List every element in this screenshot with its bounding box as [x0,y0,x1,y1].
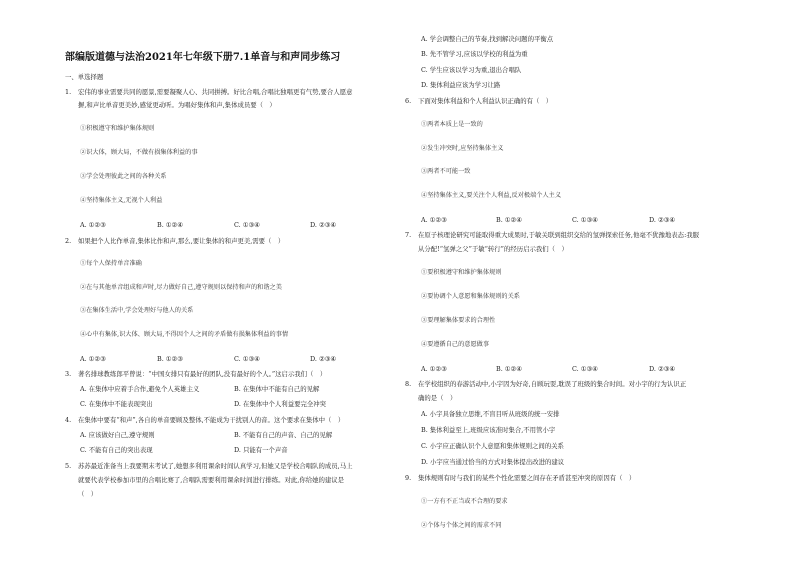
question-text-line: 确的是（ ） [418,394,457,402]
statement-item: ①两者本质上是一致的 [421,121,483,128]
option-a: A. 在集体中应着手合作,避免个人英雄主义 [80,385,200,393]
option-d: D. 小宇应当通过恰当的方式对集体提出改进的建议 [421,458,565,466]
question-1 [65,88,353,96]
question-number: 6. [405,97,412,105]
right-column [397,0,794,562]
question-number: 7. [405,231,412,239]
statement-item: ④心中有集体,识大体、顾大局,不得因个人之间的矛盾做有损集体利益的事情 [80,331,289,338]
option-d: D. ②③④ [310,355,337,363]
statement-item: ③要理解集体要求的合理性 [421,317,496,324]
question-text: 著名排球教练郎平曾说：“中国女排只有最好的团队,没有最好的个人。”这启示我们（ ） [78,370,327,378]
option-a: A. ①②③ [421,365,447,373]
question-text-line: （ ） [78,490,98,498]
question-4 [65,416,344,424]
option-c: C. 在集体中不能表现突出 [80,400,153,408]
option-c: C. ①③④ [572,216,598,224]
question-number: 9. [405,474,412,482]
option-d: D. 在集体中个人利益要完全冲突 [234,400,327,408]
statement-item: ②在与其他单音组成和声时,尽力做好自己,遵守规则以保持和声的和谐之美 [80,284,282,291]
section-heading: 一、单选择题 [65,73,104,81]
question-2 [65,237,284,245]
option-a: A. ①②③ [421,216,447,224]
document-title: 部编版道德与法治2021年七年级下册7.1单音与和声同步练习 [65,52,341,63]
statement-item: ②发生冲突时,应坚持集体主义 [421,145,504,152]
question-number: 1. [65,88,72,96]
question-text: 在原子核理论研究可能取得重大成果时,于敏关联到组织交给的氢弹探索任务,他毫不犹豫地表态:我服 [418,231,700,239]
option-b: B. 不能有自己的声音、自己的见解 [234,431,333,439]
option-c: C. ①③④ [234,355,260,363]
question-5 [65,462,353,470]
question-number: 2. [65,237,72,245]
question-number: 4. [65,416,72,424]
question-8 [405,380,686,388]
question-7 [405,231,699,239]
question-number: 5. [65,462,72,470]
option-a: A. 小宇具备独立思维,不盲目听从班级的统一安排 [421,410,560,418]
question-text: 下面对集体利益和个人利益认识正确的有（ ） [418,97,553,105]
option-a: A. ①②③ [80,221,106,229]
option-d: D. ②③④ [649,365,676,373]
statement-item: ③两者不可能一致 [421,168,471,175]
statement-item: ②个体与个体之间的需求不同 [421,522,502,529]
option-b: B. ①②④ [496,365,522,373]
question-6 [405,97,552,105]
question-3 [65,370,326,378]
statement-item: ①一方有不正当或不合理的要求 [421,498,508,505]
statement-item: ②要协调个人意愿和集体规则的关系 [421,293,520,300]
option-d: D. ②③④ [649,216,676,224]
statement-item: ②识大体，顾大局，不做有损集体利益的事 [80,149,198,156]
option-d: D. ②③④ [310,221,337,229]
question-text: 集体规则有时与我们的某些个性化需要之间存在矛盾甚至冲突的原因有（ ） [418,474,636,482]
option-b: B. ①②③ [157,355,183,363]
option-a: A. 应该做好自己,遵守规则 [80,431,155,439]
statement-item: ①积极遵守和维护集体规则 [80,125,155,132]
question-text: 在学校组织的春游活动中,小宇因为好奇,自顾玩耍,耽误了班级的集合时间。对小宇的行为认识正 [418,380,687,388]
question-text-line: 就要代表学校参加市里的合唱比赛了,合唱队需要利用课余时间进行排练。对此,你给她的建议是 [78,476,345,484]
option-c: C. 小宇应正确认识个人意愿和集体规则之间的关系 [421,442,564,450]
question-text: 苏苏最近准备当上我要期末考试了,她想多利用课余时间认真学习,但她又是学校合唱队的成员,马上 [78,462,353,470]
question-text-line: 摒,和声比单音更美妙,感觉更动听。为唱好集体和声,集体成员要（ ） [78,101,276,109]
statement-item: ③学会处理彼此之间的各种关系 [80,173,167,180]
question-text: 宏伟的事业需要共同的愿景,需要凝聚人心、共同拼搏。好比合唱,合唱比独唱更有气势,要合人愿意 [78,88,353,96]
option-b: B. ①②④ [496,216,522,224]
option-a: A. ①②③ [80,355,106,363]
option-c: C. ①③④ [234,221,260,229]
option-b: B. 集体利益至上,班级应该准时集合,不用管小宇 [421,426,556,434]
statement-item: ④坚持集体主义,无视个人利益 [80,197,163,204]
option-c: C. ①③④ [572,365,598,373]
option-a: A. 学会调整自己的节奏,找到解决问题的平衡点 [421,35,554,43]
statement-item: ④坚持集体主义,要关注个人利益,反对极端个人主义 [421,192,562,199]
statement-item: ③在集体生活中,学会处理好与他人的关系 [80,307,194,314]
statement-item: ④要遵循自己的意愿做事 [421,341,490,348]
statement-item: ①每个人保持单音准确 [80,260,142,267]
statement-item: ①要积极遵守和维护集体规则 [421,269,502,276]
option-b: B. ①②④ [157,221,183,229]
option-b: B. 先不管学习,应该以学校的利益为重 [421,50,528,58]
option-d: D. 集体利益应该为学习让路 [421,81,501,89]
question-number: 3. [65,370,72,378]
question-text: 在集体中要有“和声”,各自的单音要顾及整体,不能成为干扰别人的音。这个要求在集体中（ ） [78,416,345,424]
question-text-line: 从分配!“氢弹之父”于敏“转行”的经历启示我们（ ） [418,245,568,253]
option-d: D. 只能有一个声音 [234,446,288,454]
question-number: 8. [405,380,412,388]
option-b: B. 在集体中不能有自己的见解 [234,385,320,393]
option-c: C. 不能有自己的突出表现 [80,446,153,454]
question-text: 如果把个人比作单音,集体比作和声,那么,要让集体的和声更美,需要（ ） [78,237,285,245]
option-c: C. 学生应该以学习为重,退出合唱队 [421,66,522,74]
question-9 [405,474,635,482]
